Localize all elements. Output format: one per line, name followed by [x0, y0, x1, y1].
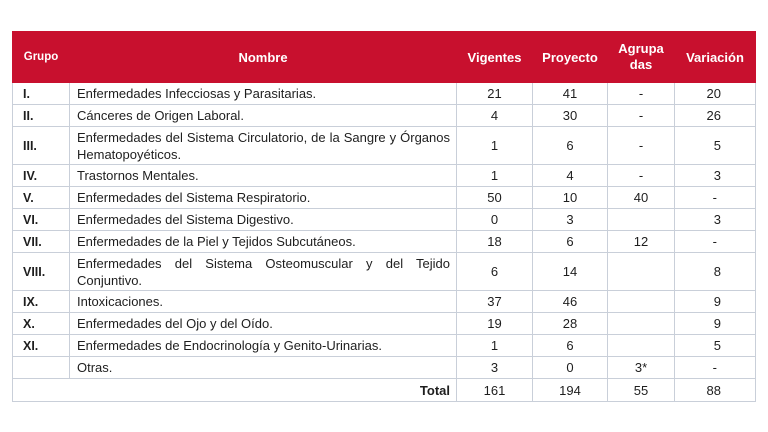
disease-table-container	[12, 31, 755, 402]
cell-nombre: Enfermedades de Endocrinología y Genito-Urinarias.	[70, 335, 457, 357]
cell-grupo: III.	[13, 127, 70, 165]
cell-proyecto: 0	[533, 357, 608, 379]
cell-variacion: 9	[675, 313, 756, 335]
cell-agrupadas	[608, 253, 675, 291]
cell-nombre: Enfermedades de la Piel y Tejidos Subcutáneos.	[70, 231, 457, 253]
cell-variacion: 5	[675, 335, 756, 357]
cell-proyecto: 46	[533, 291, 608, 313]
cell-variacion: 3	[675, 209, 756, 231]
cell-agrupadas: -	[608, 165, 675, 187]
cell-grupo: XI.	[13, 335, 70, 357]
table-row	[13, 83, 756, 105]
cell-proyecto: 14	[533, 253, 608, 291]
header-proyecto: Proyecto	[533, 32, 608, 83]
cell-vigentes: 37	[457, 291, 533, 313]
total-variacion: 88	[675, 379, 756, 402]
cell-grupo: VII.	[13, 231, 70, 253]
cell-nombre: Intoxicaciones.	[70, 291, 457, 313]
header-nombre: Nombre	[70, 32, 457, 83]
cell-proyecto: 6	[533, 231, 608, 253]
cell-proyecto: 6	[533, 335, 608, 357]
cell-variacion: -	[675, 231, 756, 253]
cell-grupo	[13, 357, 70, 379]
cell-nombre: Trastornos Mentales.	[70, 165, 457, 187]
total-label: Total	[13, 379, 457, 402]
cell-variacion: 5	[675, 127, 756, 165]
cell-variacion: 8	[675, 253, 756, 291]
cell-nombre: Cánceres de Origen Laboral.	[70, 105, 457, 127]
table-body	[13, 83, 756, 402]
cell-grupo: VIII.	[13, 253, 70, 291]
cell-vigentes: 0	[457, 209, 533, 231]
cell-variacion: -	[675, 187, 756, 209]
cell-agrupadas: -	[608, 127, 675, 165]
cell-nombre: Enfermedades del Sistema Respiratorio.	[70, 187, 457, 209]
table-row	[13, 165, 756, 187]
total-proyecto: 194	[533, 379, 608, 402]
cell-nombre: Enfermedades del Sistema Osteomuscular y del Tejido Conjuntivo.	[70, 253, 457, 291]
cell-agrupadas	[608, 313, 675, 335]
cell-proyecto: 4	[533, 165, 608, 187]
cell-vigentes: 1	[457, 335, 533, 357]
cell-vigentes: 1	[457, 127, 533, 165]
cell-proyecto: 10	[533, 187, 608, 209]
table-row	[13, 291, 756, 313]
cell-agrupadas: 40	[608, 187, 675, 209]
table-row	[13, 253, 756, 291]
cell-agrupadas: 3*	[608, 357, 675, 379]
total-row	[13, 379, 756, 402]
table-row	[13, 127, 756, 165]
cell-proyecto: 41	[533, 83, 608, 105]
cell-agrupadas: -	[608, 105, 675, 127]
cell-grupo: X.	[13, 313, 70, 335]
total-vigentes: 161	[457, 379, 533, 402]
cell-vigentes: 50	[457, 187, 533, 209]
cell-grupo: V.	[13, 187, 70, 209]
table-header	[13, 32, 756, 83]
cell-nombre: Enfermedades Infecciosas y Parasitarias.	[70, 83, 457, 105]
cell-agrupadas	[608, 335, 675, 357]
cell-vigentes: 3	[457, 357, 533, 379]
header-variacion: Variación	[675, 32, 756, 83]
table-row	[13, 209, 756, 231]
cell-variacion: 9	[675, 291, 756, 313]
table-row	[13, 335, 756, 357]
total-agrupadas: 55	[608, 379, 675, 402]
cell-nombre: Enfermedades del Sistema Digestivo.	[70, 209, 457, 231]
header-grupo: Grupo	[13, 32, 70, 83]
cell-nombre: Otras.	[70, 357, 457, 379]
table-row	[13, 357, 756, 379]
cell-proyecto: 30	[533, 105, 608, 127]
header-agrupadas	[608, 32, 675, 83]
header-vigentes: Vigentes	[457, 32, 533, 83]
table-row	[13, 231, 756, 253]
cell-grupo: VI.	[13, 209, 70, 231]
cell-nombre: Enfermedades del Ojo y del Oído.	[70, 313, 457, 335]
cell-agrupadas: -	[608, 83, 675, 105]
cell-variacion: 20	[675, 83, 756, 105]
header-agrupadas-line2: das	[629, 57, 653, 72]
cell-vigentes: 21	[457, 83, 533, 105]
header-row	[13, 32, 756, 83]
cell-agrupadas: 12	[608, 231, 675, 253]
table-row	[13, 105, 756, 127]
cell-grupo: IV.	[13, 165, 70, 187]
table-row	[13, 313, 756, 335]
cell-agrupadas	[608, 209, 675, 231]
cell-variacion: 3	[675, 165, 756, 187]
cell-agrupadas	[608, 291, 675, 313]
cell-vigentes: 18	[457, 231, 533, 253]
cell-proyecto: 3	[533, 209, 608, 231]
occupational-diseases-table	[12, 31, 756, 402]
header-agrupadas-line1: Agrupa	[618, 41, 664, 56]
cell-vigentes: 19	[457, 313, 533, 335]
cell-proyecto: 6	[533, 127, 608, 165]
cell-variacion: 26	[675, 105, 756, 127]
cell-variacion: -	[675, 357, 756, 379]
cell-vigentes: 6	[457, 253, 533, 291]
cell-vigentes: 1	[457, 165, 533, 187]
table-row	[13, 187, 756, 209]
cell-grupo: I.	[13, 83, 70, 105]
cell-nombre: Enfermedades del Sistema Circulatorio, de la Sangre y Órganos Hematopoyéticos.	[70, 127, 457, 165]
cell-grupo: II.	[13, 105, 70, 127]
cell-vigentes: 4	[457, 105, 533, 127]
cell-grupo: IX.	[13, 291, 70, 313]
cell-proyecto: 28	[533, 313, 608, 335]
